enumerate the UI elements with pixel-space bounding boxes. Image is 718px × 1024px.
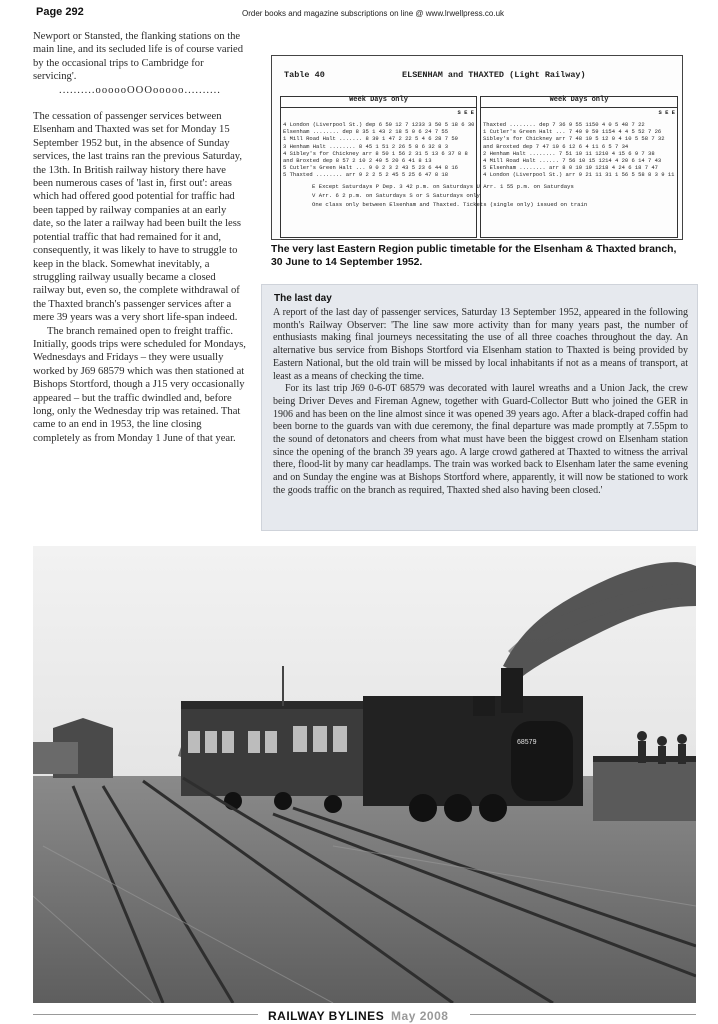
timetable-row: 3 Henham Halt ........ 8 45 1 51 2 26 5 8 6 32 8 3 [283,142,449,150]
timetable-notes [312,182,587,209]
order-url-banner[interactable]: Order books and magazine subscriptions on line @ www.lrwellpress.co.uk [242,9,505,18]
timetable-figure [271,55,683,240]
timetable-note: E Except Saturdays P Dep. 3 42 p.m. on Saturdays U Arr. 1 55 p.m. on Saturdays [312,183,574,190]
issue-date: May 2008 [391,1009,449,1023]
timetable-row: 5 Thaxted ........ arr 9 2 2 5 2 45 5 25 6 47 8 18 [283,171,449,179]
timetable-row: and Broxted dep 7 47 10 6 12 6 4 11 6 5 7 34 [483,142,629,150]
locomotive-photo-illustration [33,546,696,1003]
timetable-down [280,96,477,238]
timetable-up [480,96,678,238]
footer-rule-left [33,1014,258,1015]
last-day-sidebar [261,284,698,531]
footer-rule-right [470,1014,696,1015]
sidebar-paragraph: A report of the last day of passenger services, Saturday 13 September 1952, appeared in the following month's Railway Observer: 'The line saw more activity than for many years past, the number of enthusiasts making final journeys necessitating the use of all three coaches throughout the day. An alternative bus service from Bishops Stortford via Elsenham station to Thaxted is being provided by Eastern National, but the old train will be missed by local inhabitants if not as a means of transport, at least as a means of checking the time. [273,307,688,382]
timetable-caption: The very last Eastern Region public timetable for the Elsenham & Thaxted branch, 30 June to 14 September 1952. [271,244,677,268]
timetable-name: ELSENHAM and THAXTED (Light Railway) [402,70,586,80]
paragraph: Newport or Stansted, the flanking stations on the main line, and its secluded life is of course varied by the occasional trips to Cambridge for servicing'. [33,31,244,83]
timetable-row: Thaxted ........ dep 7 36 9 55 1150 4 0 5 48 7 22 [483,121,645,128]
magazine-title: RAILWAY BYLINES [268,1009,385,1023]
left-column-text [33,30,247,445]
timetable-row: 4 London (Liverpool St.) arr 9 21 11 31 1 56 5 58 8 3 9 11 [483,171,675,179]
timetable-note: V Arr. 6 2 p.m. on Saturdays S or S Saturdays only [312,192,480,199]
footer-masthead [268,1009,448,1023]
timetable-row: Elsenham ........ dep 8 35 1 43 2 18 5 0 6 24 7 55 [283,128,449,136]
train-photo [33,546,696,1003]
timetable-note: One class only between Elsenham and Thaxted. Tickets (single only) issued on train [312,201,588,208]
timetable-heading: Week Days only [481,97,677,108]
paragraph: The branch remained open to freight traffic. Initially, goods trips were scheduled for Mondays, Wednesdays and Fridays – they were usually worked by J69 68579 which was then stationed at Bishops Stortford, though a J15 very occasionally appeared – but the traffic dwindled and, before long, only the Wednesday trip was retained. That came to an end in 1953, the line closing completely as from Monday 1 June of that year. [33,325,246,444]
timetable-codes: S E E [457,109,474,116]
timetable-row: 5 Elsenham ........ arr 8 0 10 19 1218 4 24 6 18 7 47 [483,164,658,172]
sidebar-paragraph: For its last trip J69 0-6-0T 68579 was decorated with laurel wreaths and a Union Jack, the crew being Driver Deves and Fireman Agnew, together with Guard-Collector Butt who joined the GER in 1906 and has been on the line almost since it was opened 39 years ago. After a black-draped coffin had been borne to the guards van with due ceremony, the final departure was made promptly at 7.55pm to the sound of detonators and cheers from what must have been the biggest crowd on Elsenham station since the opening of the branch 39 years ago. A large crowd gathered at Thaxted to witness the arrival there, flood-lit by many car headlamps. The train was worked back to Elsenham later the same evening and on Sunday the engine was at Bishops Stortford where, apparently, it will now be stationed to work the goods traffic on the branch as required, Thaxted shed also having been closed.' [273,383,688,496]
timetable-codes: S E E [658,109,675,116]
timetable-heading: Week Days only [281,97,476,108]
paragraph: The cessation of passenger services between Elsenham and Thaxted was set for Monday 15 September 1952 but, in the absence of Sunday services, the last trains ran the previous Saturday, the 13th. In British railway history there have been numerous cases of 'last in, first out': areas which had offered good potential for traffic had been tapped by railway companies at an early date, so the later a railway had been built the less potential traffic that had remained for it and, consequently, it was likely to have to struggle to keep in the black. Somewhat inevitably, a struggling railway usually became a closed railway but, even so, the complete withdrawal of the Thaxted branch's passenger services after a mere 39 years was a very short life-span indeed. [33,111,243,324]
timetable-row: 4 Mill Road Halt ...... 7 56 10 15 1214 4 20 6 14 7 43 [483,157,662,165]
timetable-row: and Broxted dep 8 57 2 10 2 40 5 20 6 41 8 13 [283,157,432,165]
timetable-label: Table 40 [284,70,325,80]
timetable-row: 1 Cutler's Green Halt ... 7 40 9 59 1154 4 4 5 52 7 26 [483,128,662,136]
timetable-row: 1 Mill Road Halt ....... 8 39 1 47 2 22 5 4 6 28 7 59 [283,135,458,143]
timetable-row: 2 Henham Halt ........ 7 51 10 11 1210 4 15 6 9 7 38 [483,149,655,157]
page-number: Page 292 [36,6,84,18]
separator: ..........oooooOOOooooo.......... [59,84,221,96]
engine-number-plate: 68579 [517,739,537,746]
timetable-row: Sibley's for Chickney arr 7 48 10 5 12 0 4 10 5 58 7 32 [483,135,665,143]
timetable-row: 4 London (Liverpool St.) dep 6 50 12 7 1233 3 50 5 18 6 30 [283,121,474,128]
timetable-row: 4 Sibley's for Chickney arr 8 50 1 56 2 31 5 13 6 37 8 8 [283,149,468,157]
timetable-row: 5 Cutler's Green Halt ... 9 0 2 3 2 43 5 23 6 44 8 16 [283,164,458,172]
sidebar-title: The last day [274,293,332,304]
